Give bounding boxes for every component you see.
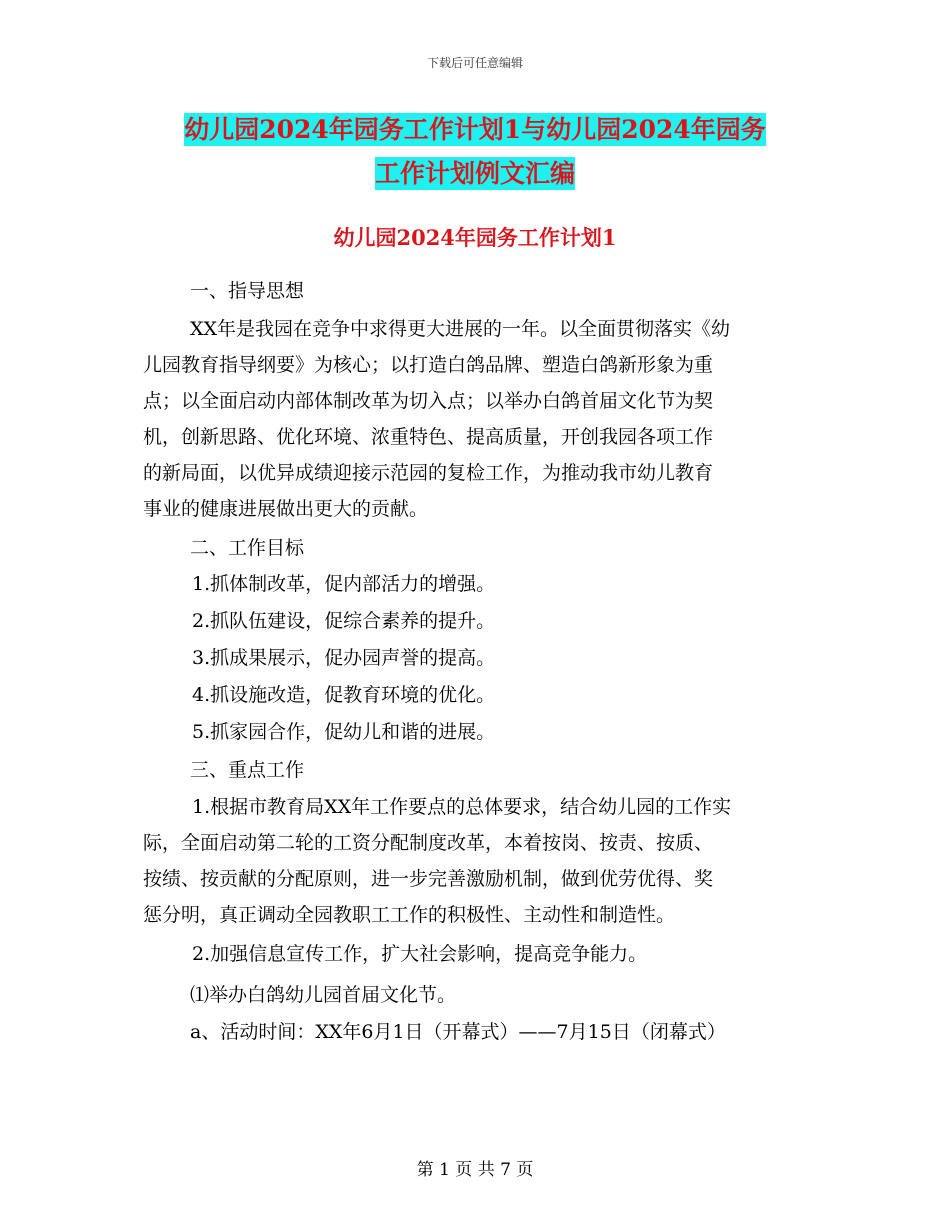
paragraph-line: 点；以全面启动内部体制改革为切入点；以举办白鸽首届文化节为契 xyxy=(143,390,714,412)
paragraph-line: 儿园教育指导纲要》为核心；以打造白鸽品牌、塑造白鸽新形象为重 xyxy=(143,354,714,376)
paragraph-line: 事业的健康进展做出更大的贡献。 xyxy=(143,498,429,520)
list-item: 1.抓体制改革，促内部活力的增强。 xyxy=(192,573,496,595)
paragraph-line: 惩分明，真正调动全园教职工工作的积极性、主动性和制造性。 xyxy=(143,904,676,926)
title-line-1: 幼儿园2024年园务工作计划1与幼儿园2024年园务 xyxy=(184,115,766,144)
page-footer: 第 1 页 共 7 页 xyxy=(416,1160,534,1180)
heading-key-work: 三、重点工作 xyxy=(190,759,305,781)
section-title: 幼儿园2024年园务工作计划1 xyxy=(333,225,617,250)
title-line-2: 工作计划例文汇编 xyxy=(374,159,575,188)
paragraph-line: 机，创新思路、优化环境、浓重特色、提高质量，开创我园各项工作 xyxy=(143,426,714,448)
paragraph-line: 1.根据市教育局XX年工作要点的总体要求，结合幼儿园的工作实 xyxy=(192,796,732,818)
list-item: 3.抓成果展示，促办园声誉的提高。 xyxy=(192,647,496,669)
header-note: 下载后可任意编辑 xyxy=(426,56,523,70)
paragraph-line: a、活动时间：XX年6月1日（开幕式）——7月15日（闭幕式） xyxy=(190,1021,726,1043)
paragraph-line: XX年是我园在竞争中求得更大进展的一年。以全面贯彻落实《幼 xyxy=(190,318,731,340)
document-title xyxy=(140,108,810,196)
paragraph-line: 2.加强信息宣传工作，扩大社会影响，提高竞争能力。 xyxy=(192,943,648,965)
heading-guiding-ideology: 一、指导思想 xyxy=(190,280,305,302)
paragraph-line: 按绩、按贡献的分配原则，进一步完善激励机制，做到优劳优得、奖 xyxy=(143,868,714,890)
paragraph-line: ⑴举办白鸽幼儿园首届文化节。 xyxy=(190,984,457,1006)
list-item: 2.抓队伍建设，促综合素养的提升。 xyxy=(192,610,496,632)
list-item: 4.抓设施改造，促教育环境的优化。 xyxy=(192,684,496,706)
paragraph-line: 际，全面启动第二轮的工资分配制度改革，本着按岗、按责、按质、 xyxy=(143,832,714,854)
heading-work-goals: 二、工作目标 xyxy=(190,537,305,559)
list-item: 5.抓家园合作，促幼儿和谐的进展。 xyxy=(192,721,496,743)
paragraph-line: 的新局面，以优异成绩迎接示范园的复检工作，为推动我市幼儿教育 xyxy=(143,462,714,484)
